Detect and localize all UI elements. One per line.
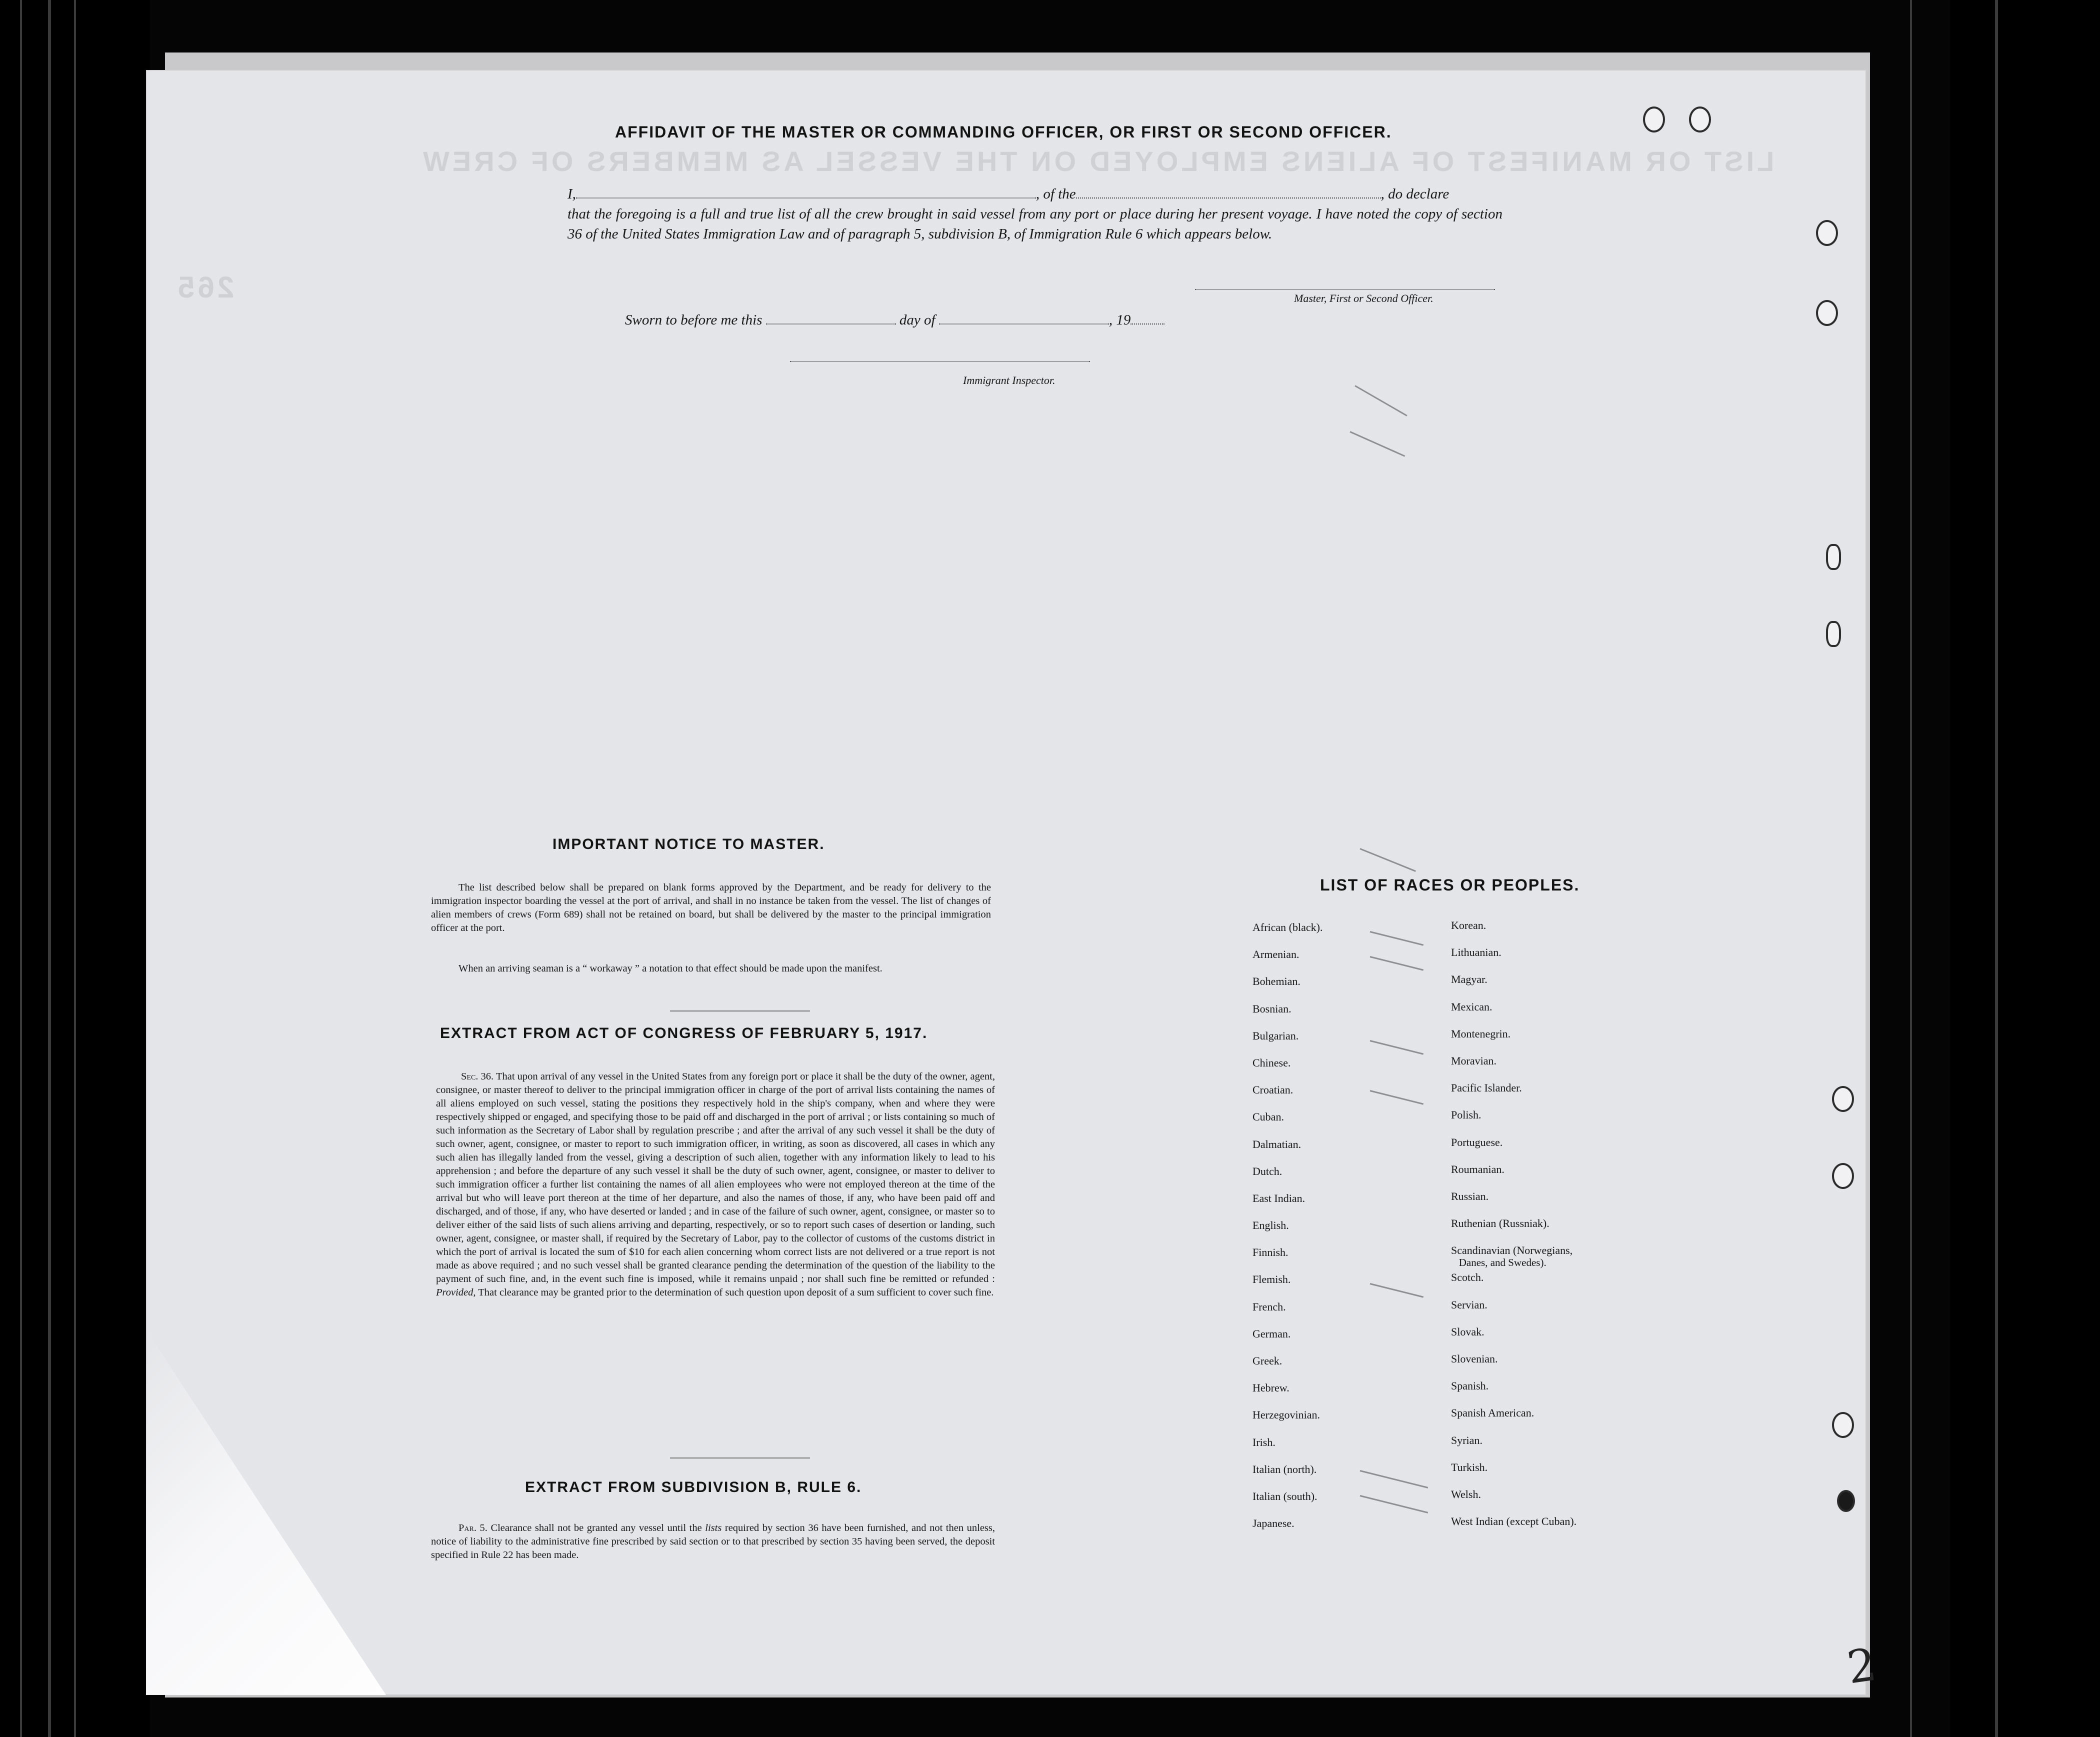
divider (670, 1010, 810, 1012)
race-entry: Syrian. (1451, 1434, 1482, 1446)
race-entry: Dutch. (1252, 1164, 1282, 1178)
punch-hole (1832, 1412, 1854, 1438)
film-scratch (1995, 0, 1998, 1737)
punch-hole (1832, 1086, 1854, 1112)
race-entry: Spanish. (1451, 1380, 1489, 1392)
race-entry: Lithuanian. (1451, 946, 1502, 959)
race-entry: Finnish. (1252, 1246, 1288, 1259)
race-entry: Slovenian. (1451, 1352, 1498, 1365)
inspector-signature-line (790, 361, 1090, 362)
punch-hole (1643, 106, 1665, 132)
races-title: LIST OF RACES OR PEOPLES. (1320, 876, 1580, 894)
race-entry: Croatian. (1252, 1084, 1294, 1096)
race-entry: Slovak. (1451, 1325, 1484, 1338)
affidavit-text (568, 184, 1502, 244)
punch-hole (1816, 300, 1838, 326)
race-entry: Pacific Islander. (1451, 1082, 1522, 1094)
race-entry: Turkish. (1451, 1460, 1488, 1474)
race-entry: Japanese. (1252, 1517, 1294, 1530)
race-entry: Irish. (1252, 1436, 1276, 1448)
race-entry: African (black). (1252, 921, 1323, 934)
notice-title: IMPORTANT NOTICE TO MASTER. (552, 836, 825, 852)
races-column-1 (1252, 921, 1402, 1544)
race-entry: Welsh. (1451, 1488, 1481, 1500)
race-entry: Greek. (1252, 1354, 1282, 1367)
notice-paragraph-1: The list described below shall be prepared on blank forms approved by the Department, and be ready for delivery to the immigration inspector boarding the vessel at the port of arrival, and shall in no instance be taken from the vessel. The list of changes of alien members of crews (Form 689) shall not be retained on board, but shall be delivered by the master to the principal immigration officer at the port. (431, 882, 991, 934)
punch-hole (1832, 1163, 1854, 1189)
race-entry: Bosnian. (1252, 1002, 1292, 1015)
race-entry: West Indian (except Cuban). (1451, 1515, 1577, 1528)
race-entry: Moravian. (1451, 1054, 1497, 1067)
race-entry: Italian (north). (1252, 1462, 1317, 1476)
race-entry: Hebrew. (1252, 1382, 1290, 1394)
race-entry: Spanish American. (1451, 1406, 1534, 1420)
race-entry: Bohemian. (1252, 975, 1300, 988)
punch-hole (1816, 220, 1838, 246)
affidavit-declaration-line: I, , of the , do declare (568, 186, 1450, 202)
race-entry: Armenian. (1252, 948, 1300, 961)
race-entry: Portuguese. (1451, 1136, 1503, 1148)
affidavit-body: that the foregoing is a full and true list of all the crew brought in said vessel from any port or place during her present voyage. I have noted the copy of section 36 of the United States Immigration Law and of paragraph 5, subdivision B, of Immigration Rule 6 which appears below. (568, 206, 1502, 242)
section-36-text: Sec. 36. That upon arrival of any vessel in the United States from any foreign port or place it shall be the duty of the owner, agent, consignee, or master thereof to deliver to the principal immigration officer in charge of the port of arrival lists containing the names of all aliens employed on such vessel, stating the positions they respectively hold in the ship's company, when and where they were respectively shipped or engaged, and specifying those to be paid off and discharged in the port of arrival ; or lists containing so much of such information as the Secretary of Labor shall by regulation prescribe ; and after the arrival of any such vessel it shall be the duty of such owner, agent, consignee, or master to report to such immigration officer, in writing, as soon as discovered, all cases in which any such alien has illegally landed from the vessel, giving a description of such alien, together with any information likely to lead to his apprehension ; and before the departure of any such vessel it shall be the duty of such owner, agent, consignee, or master to deliver to such immigration officer a further list containing the names of all alien employees who were not employed thereon at the time of the arrival but who will leave port thereon at the time of her departure, and also the names of those, if any, who have been paid off and discharged, and of those, if any, who have deserted or landed ; and in case of the failure of such owner, agent, consignee, or master so to deliver either of the said lists of such aliens arriving and departing, respectively, or so to report such cases of desertion or landing, such owner, agent, consignee, or master shall, if required by the Secretary of Labor, pay to the collector of customs of the customs district in which the port of arrival is located the sum of $10 for each alien concerning whom correct lists are not delivered or a true report is not made as above required ; and no such vessel shall be granted clearance pending the determination of the question of the liability to the payment of such fine, and, in the event such fine is imposed, while it remains unpaid ; nor shall such fine be remitted or refunded : Provided, That clearance may be granted prior to the determination of such question upon deposit of a sum sufficient to cover such fine. (436, 1071, 995, 1298)
bleed-through-page-number: 265 (175, 270, 234, 304)
race-entry: Herzegovinian. (1252, 1408, 1320, 1422)
notice-paragraph-2: When an arriving seaman is a “ workaway ” a notation to that effect should be made upon the manifest. (458, 963, 882, 974)
film-scratch (48, 0, 51, 1737)
master-signature-label: Master, First or Second Officer. (1294, 292, 1434, 304)
race-entry: Scandinavian (Norwegians, Danes, and Swedes). (1451, 1244, 1661, 1271)
race-entry: Roumanian. (1451, 1162, 1504, 1176)
race-entry: French. (1252, 1300, 1286, 1313)
races-column-2 (1451, 919, 1661, 1542)
inspector-label: Immigrant Inspector. (963, 374, 1056, 386)
paragraph-label: Par. 5. (458, 1522, 488, 1534)
race-entry: Cuban. (1252, 1110, 1284, 1124)
affidavit-title: AFFIDAVIT OF THE MASTER OR COMMANDING OFFICER, OR FIRST OR SECOND OFFICER. (615, 123, 1392, 141)
section-label: Sec. 36. (461, 1071, 494, 1082)
race-entry: Dalmatian. (1252, 1138, 1302, 1150)
bleed-through-heading: LIST OR MANIFEST OF ALIENS EMPLOYED ON THE VESSEL AS MEMBERS OF CREW (420, 146, 1774, 177)
race-entry: Italian (south). (1252, 1490, 1318, 1502)
race-entry: Russian. (1451, 1190, 1489, 1202)
race-entry: Ruthenian (Russniak). (1451, 1217, 1550, 1230)
race-entry: Korean. (1451, 919, 1486, 932)
sworn-line: Sworn to before me this day of , 19 (625, 312, 1164, 328)
race-entry: Servian. (1451, 1298, 1488, 1311)
race-entry: Montenegrin. (1451, 1027, 1511, 1040)
race-entry: Bulgarian. (1252, 1029, 1299, 1042)
race-entry: German. (1252, 1327, 1291, 1340)
race-entry: Magyar. (1451, 973, 1488, 986)
punch-hole (1826, 544, 1841, 570)
film-edge-right (1950, 0, 2100, 1737)
punch-hole (1689, 106, 1711, 132)
race-entry: English. (1252, 1219, 1289, 1232)
race-entry: Flemish. (1252, 1273, 1291, 1286)
act-title: EXTRACT FROM ACT OF CONGRESS OF FEBRUARY 5, 1917. (440, 1025, 928, 1042)
master-signature-line (1195, 289, 1495, 290)
subdivision-title: EXTRACT FROM SUBDIVISION B, RULE 6. (525, 1479, 862, 1496)
proviso: Provided, (436, 1287, 476, 1298)
film-scratch (74, 0, 76, 1737)
race-entry: East Indian. (1252, 1192, 1306, 1204)
race-entry: Polish. (1451, 1108, 1482, 1122)
punch-hole (1826, 621, 1841, 647)
race-entry-continuation: Danes, and Swedes). (1451, 1256, 1546, 1269)
film-scratch (1910, 0, 1912, 1737)
punch-hole (1837, 1490, 1855, 1512)
paragraph-5-text: Par. 5. Clearance shall not be granted any vessel until the lists required by section 36 have been furnished, and not then unless, notice of liability to the administrative fine prescribed by said section or to that prescribed by section 35 having been served, the deposit specified in Rule 22 has been made. (431, 1522, 996, 1560)
race-entry: Mexican. (1451, 1000, 1492, 1013)
race-entry: Scotch. (1451, 1271, 1484, 1284)
film-scratch (20, 0, 22, 1737)
handwritten-annotation: 2 (1844, 1638, 1880, 1694)
race-entry: Chinese. (1252, 1056, 1291, 1069)
